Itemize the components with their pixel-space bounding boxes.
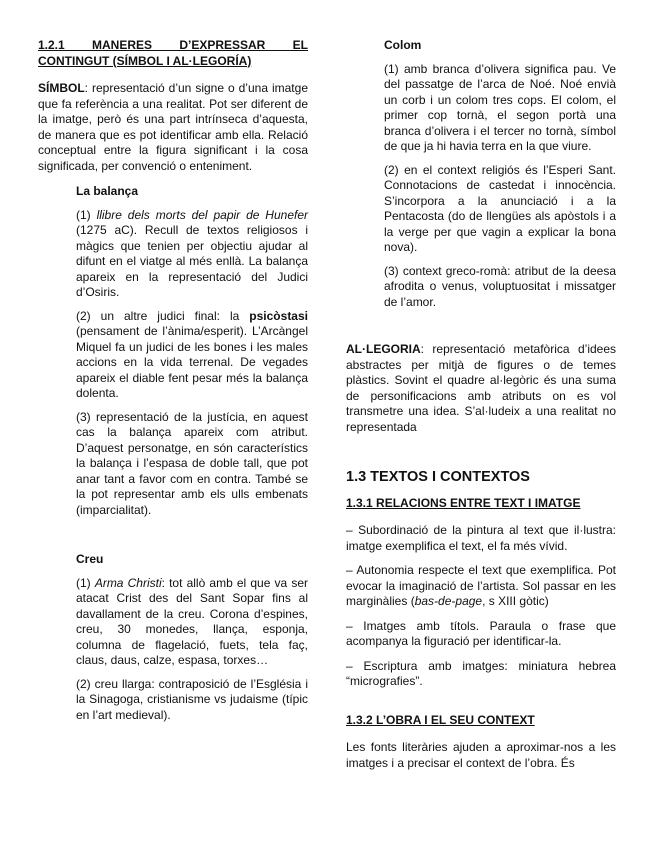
relation-item-4: – Escriptura amb imatges: miniatura hebrea “micrografies”. [346,658,616,688]
alegoria-text: : representació metafòrica d’idees abstractes per mitjà de figures o de temes plàstics. Sovint el quadre al·legòric és una suma de personificacions amb atributs on es vol transmetre una idea. S’al·ludeix a una realitat no representada [346,342,616,434]
creu-item-1-prefix: (1) [76,575,95,590]
context-paragraph: Les fonts literàries ajuden a aproximar-nos a les imatges i a precisar el context de l’obra. És [346,740,616,770]
simbol-text: : representació d’un signe o d’una imatge que fa referència a una realitat. Pot ser diferent de la imatge, però és una part intrínseca d’aquesta, de manera que es pot identificar amb ella. Relació conceptual entre la figura significant i la cosa significada, per convenció o enteniment. [38,81,308,173]
simbol-label: SÍMBOL [38,81,85,95]
subsection-1-3-1-title: 1.3.1 RELACIONS ENTRE TEXT I IMATGE [346,495,581,510]
creu-item-1-italic: Arma Christi [94,575,162,590]
balanca-item-1-rest: (1275 aC). Recull de textos religiosos i màgics que tenien per objectiu ajudar al difunt en el viatge al més enllà. La balança apareix en la representació del Judici d’Osiris. [76,223,308,299]
relation-item-2-b: , s XIII gòtic) [482,594,549,608]
balanca-item-1-prefix: (1) [76,207,97,222]
alegoria-label: AL·LEGORIA [346,342,421,356]
section-1-3-title: 1.3 TEXTOS I CONTEXTOS [346,469,530,485]
simbol-definition [38,81,308,174]
right-column [346,38,616,780]
creu-item-1-rest: : tot allò amb el que va ser atacat Crist des del Sant Sopar fins al davallament de la creu. Corona d’espines, creu, 30 monedes, llança, esponja, columna de flagelació, fuets, tela faç, claus, daus, calze, espasa, torxes… [76,575,308,667]
colom-item-3: (3) context greco-romà: atribut de la deesa afrodita o venus, voluptuositat i missatger de l’amor. [384,263,616,309]
balanca-item-2 [76,309,308,402]
balanca-item-1 [76,208,308,301]
balanca-item-2-prefix: (2) un altre judici final: la [76,308,250,323]
balanca-item-1-italic: llibre dels morts del papir de Hunefer [96,207,308,222]
creu-item-1 [76,576,308,669]
colom-section [384,38,616,310]
relation-item-3: – Imatges amb títols. Paraula o frase que acompanya la figuració per identificar-la. [346,618,616,648]
creu-title: Creu [76,552,104,566]
colom-title: Colom [384,38,422,52]
relation-item-2-a: – Autonomia respecte el text que exemplifica. Pot evocar la imaginació de l’artista. Sol passar en les marginàlies ( [346,563,616,608]
balanca-section [76,184,308,518]
relation-item-2 [346,563,616,610]
heading-1-2-1: 1.2.1 MANERES D’EXPRESSAR EL CONTINGUT (SÍMBOL I AL·LEGORÍA) [38,38,308,68]
balanca-item-2-rest: (pensament de l’ànima/esperit). L’Arcàngel Miquel fa un judici de les bones i les males accions en la vida terrenal. De vegades apareix el diable fent pesar més la balança dolenta. [76,324,308,400]
balanca-item-2-bold: psicòstasi [249,308,308,323]
balanca-item-3: (3) representació de la justícia, en aquest cas la balança apareix com atribut. D’aquest personatge, en són característics la balança i l’espasa de doble tall, que pot anar tant a favor com en contra. També se la pot representar amb els ulls embenats (imparcialitat). [76,409,308,517]
alegoria-definition [346,342,616,435]
left-column [38,38,308,731]
colom-item-1: (1) amb branca d’olivera significa pau. Ve del passatge de l’arca de Noé. Noé envià un corb i un colom tres cops. El colom, el primer cop tornà, el segon portà una branca d’olivera i el tercer no tornà, símbol de que ja hi havia terra en la que viure. [384,61,616,153]
colom-item-2: (2) en el context religiós és l’Esperi Sant. Connotacions de castedat i innocència. S’incorpora a la anunciació i a la Pentacosta (do de llengües als apòstols i a la verge per que vagin a explicar la bona nova). [384,162,616,254]
creu-section [76,552,308,723]
subsection-1-3-2-title: 1.3.2 L’OBRA I EL SEU CONTEXT [346,712,535,727]
relation-item-2-italic: bas-de-page [414,594,483,608]
balanca-title: La balança [76,184,139,198]
creu-item-2: (2) creu llarga: contraposició de l’Església i la Sinagoga, cristianisme vs judaisme (típic en l’art medieval). [76,676,308,722]
relation-item-1: – Subordinació de la pintura al text que il·lustra: imatge exemplifica el text, el fa més vívid. [346,523,616,553]
